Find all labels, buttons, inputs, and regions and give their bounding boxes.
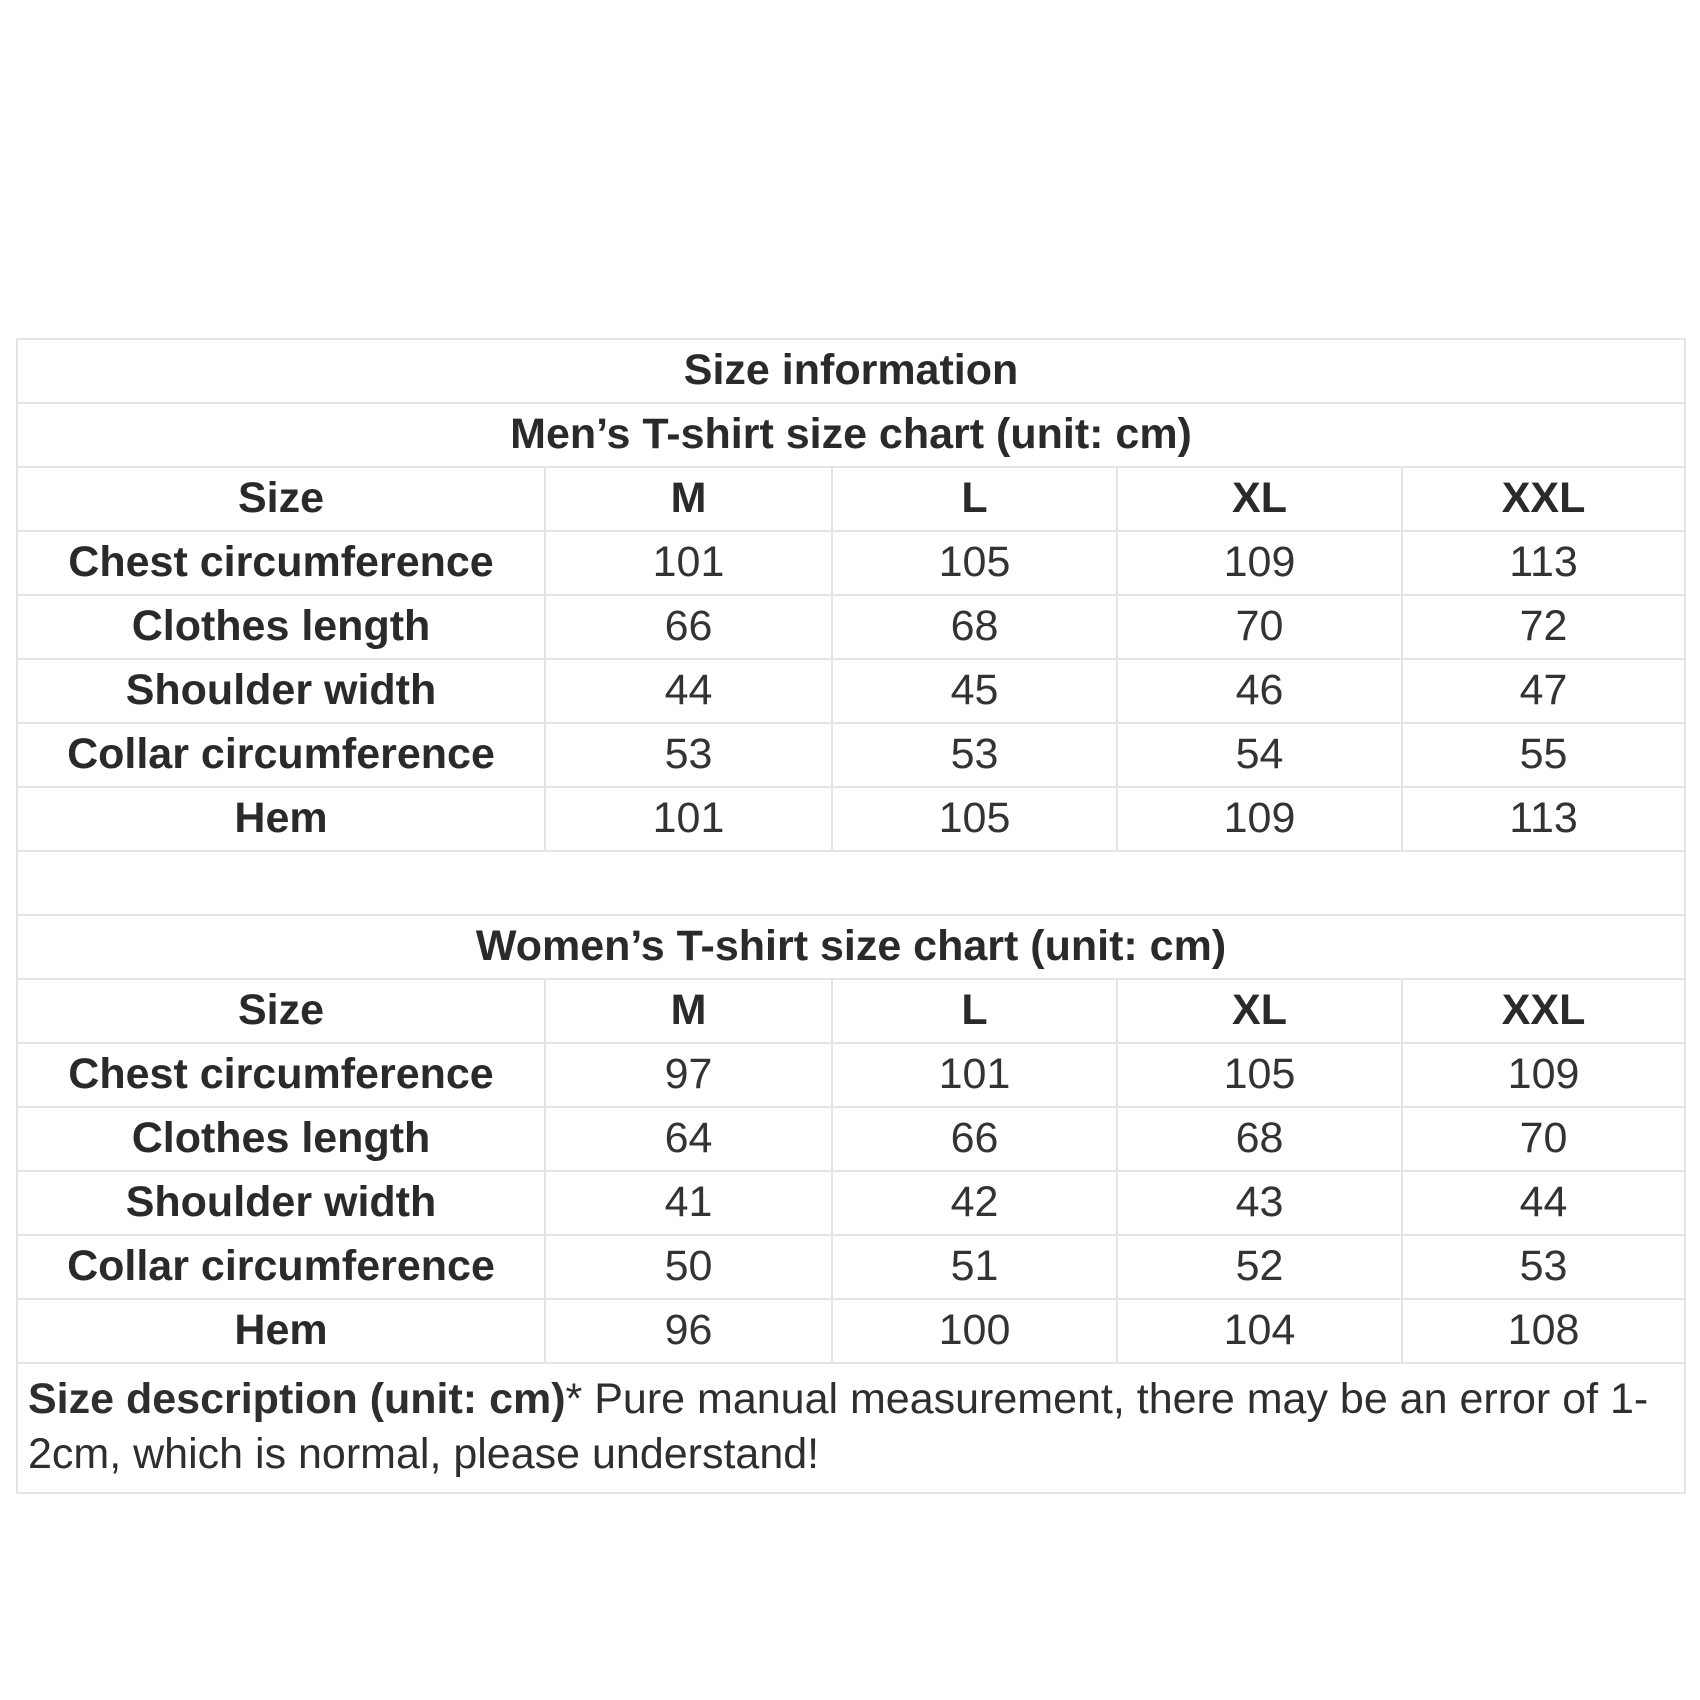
table-cell: 105 — [1117, 1043, 1402, 1107]
table-cell: 44 — [545, 659, 832, 723]
title-row — [17, 339, 1685, 403]
table-cell: 105 — [832, 531, 1117, 595]
table-cell: 109 — [1117, 787, 1402, 851]
table-cell: 53 — [1402, 1235, 1685, 1299]
men-chart-heading: Men’s T-shirt size chart (unit: cm) — [17, 403, 1685, 467]
row-label: Chest circumference — [17, 531, 545, 595]
table-cell: 47 — [1402, 659, 1685, 723]
spacer-row — [17, 851, 1685, 915]
table-cell: 104 — [1117, 1299, 1402, 1363]
column-header: M — [545, 979, 832, 1043]
note-lead: Size description (unit: cm) — [28, 1375, 566, 1423]
column-header: XL — [1117, 979, 1402, 1043]
table-cell: 41 — [545, 1171, 832, 1235]
table-cell: 113 — [1402, 787, 1685, 851]
row-label: Hem — [17, 787, 545, 851]
men-heading-row — [17, 403, 1685, 467]
row-label: Collar circumference — [17, 1235, 545, 1299]
table-cell: 64 — [545, 1107, 832, 1171]
table-cell: 43 — [1117, 1171, 1402, 1235]
row-label: Collar circumference — [17, 723, 545, 787]
column-header: L — [832, 467, 1117, 531]
table-cell: 97 — [545, 1043, 832, 1107]
women-header-row — [17, 979, 1685, 1043]
table-row — [17, 531, 1685, 595]
table-row — [17, 723, 1685, 787]
table-cell: 54 — [1117, 723, 1402, 787]
table-cell: 66 — [545, 595, 832, 659]
table-cell: 42 — [832, 1171, 1117, 1235]
row-label: Shoulder width — [17, 659, 545, 723]
size-information-table — [16, 338, 1686, 1494]
row-label: Clothes length — [17, 595, 545, 659]
table-title: Size information — [17, 339, 1685, 403]
table-row — [17, 1299, 1685, 1363]
table-cell: 50 — [545, 1235, 832, 1299]
table-cell: 101 — [832, 1043, 1117, 1107]
women-chart-heading: Women’s T-shirt size chart (unit: cm) — [17, 915, 1685, 979]
row-label: Shoulder width — [17, 1171, 545, 1235]
table-row — [17, 1235, 1685, 1299]
column-header: M — [545, 467, 832, 531]
table-cell: 108 — [1402, 1299, 1685, 1363]
table-cell: 109 — [1402, 1043, 1685, 1107]
table-cell: 109 — [1117, 531, 1402, 595]
table-cell: 46 — [1117, 659, 1402, 723]
table-row — [17, 1107, 1685, 1171]
women-heading-row — [17, 915, 1685, 979]
table-row — [17, 1171, 1685, 1235]
note-text: * Pure manual measurement, there may be an error of 1-2cm, which is normal, please understand! — [28, 1375, 1649, 1478]
spacer-cell — [17, 851, 1685, 915]
table-row — [17, 1043, 1685, 1107]
table-row — [17, 659, 1685, 723]
men-header-row — [17, 467, 1685, 531]
table-row — [17, 787, 1685, 851]
table-cell: 44 — [1402, 1171, 1685, 1235]
column-header: Size — [17, 467, 545, 531]
table-cell: 55 — [1402, 723, 1685, 787]
column-header: L — [832, 979, 1117, 1043]
table-cell: 66 — [832, 1107, 1117, 1171]
table-cell: 53 — [545, 723, 832, 787]
table-cell: 52 — [1117, 1235, 1402, 1299]
table-cell: 51 — [832, 1235, 1117, 1299]
column-header: Size — [17, 979, 545, 1043]
table-cell: 68 — [1117, 1107, 1402, 1171]
table-cell: 53 — [832, 723, 1117, 787]
table-cell: 100 — [832, 1299, 1117, 1363]
column-header: XL — [1117, 467, 1402, 531]
table-row — [17, 595, 1685, 659]
table-cell: 113 — [1402, 531, 1685, 595]
row-label: Chest circumference — [17, 1043, 545, 1107]
row-label: Clothes length — [17, 1107, 545, 1171]
table-cell: 105 — [832, 787, 1117, 851]
column-header: XXL — [1402, 979, 1685, 1043]
note-row — [17, 1363, 1685, 1493]
table-cell: 70 — [1402, 1107, 1685, 1171]
table-cell: 45 — [832, 659, 1117, 723]
table-cell: 101 — [545, 787, 832, 851]
row-label: Hem — [17, 1299, 545, 1363]
table-cell: 70 — [1117, 595, 1402, 659]
table-cell: 68 — [832, 595, 1117, 659]
table-cell: 101 — [545, 531, 832, 595]
table-cell: 96 — [545, 1299, 832, 1363]
size-note — [17, 1363, 1685, 1493]
column-header: XXL — [1402, 467, 1685, 531]
table-cell: 72 — [1402, 595, 1685, 659]
